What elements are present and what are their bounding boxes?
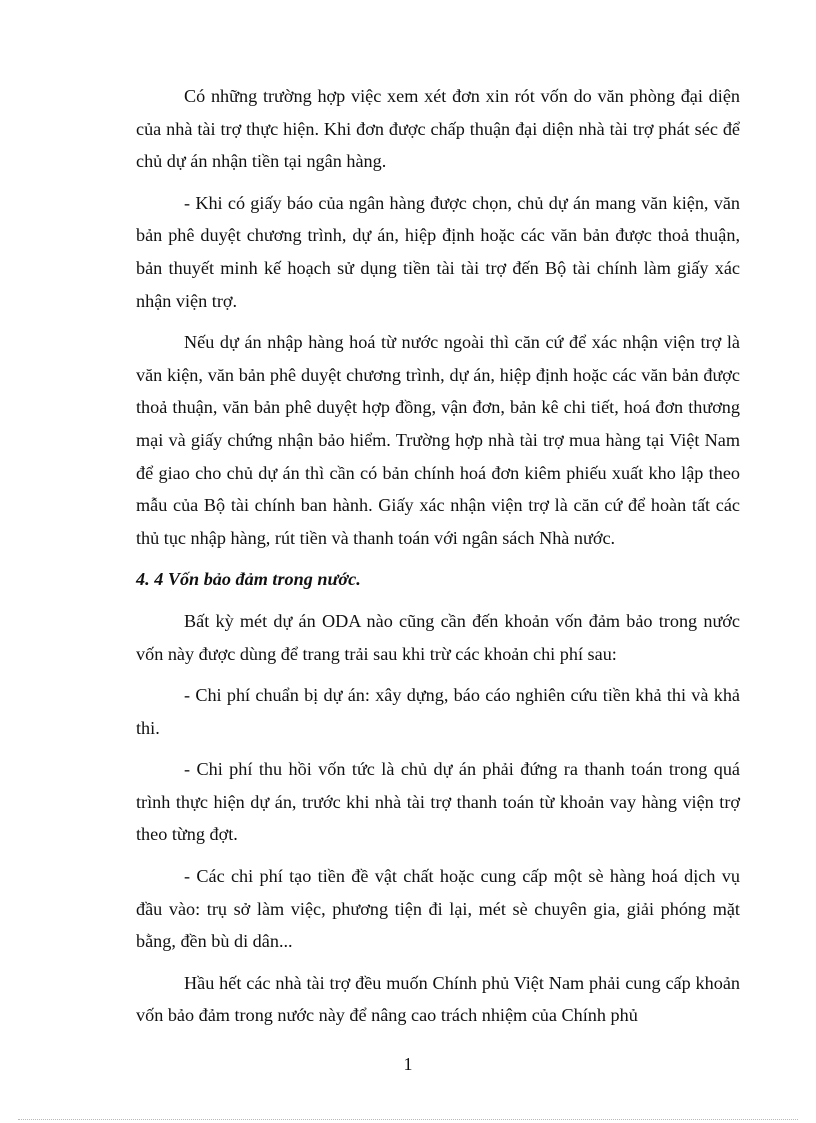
paragraph-bank-notice: - Khi có giấy báo của ngân hàng được chọn, chủ dự án mang văn kiện, văn bản phê duyệt chương trình, dự án, hiệp định hoặc các văn bản được thoả thuận, bản thuyết minh kế hoạch sử dụng tiền tài tài trợ đến Bộ tài chính làm giấy xác nhận viện trợ. (136, 192, 740, 311)
paragraph-material-cost: - Các chi phí tạo tiền đề vật chất hoặc cung cấp một sè hàng hoá dịch vụ đầu vào: trụ sở làm việc, phương tiện đi lại, mét sè chuyên gia, giải phóng mặt bằng, đền bù di dân... (136, 866, 740, 952)
paragraph-recovery-cost: - Chi phí thu hồi vốn tức là chủ dự án phải đứng ra thanh toán trong quá trình thực hiện dự án, trước khi nhà tài trợ thanh toán từ khoản vay hàng viện trợ theo từng đợt. (136, 759, 740, 845)
paragraph-domestic-capital: Bất kỳ mét dự án ODA nào cũng cần đến khoản vốn đảm bảo trong nước vốn này được dùng để trang trải sau khi trừ các khoản chi phí sau: (136, 610, 740, 664)
footer-divider (18, 1119, 798, 1120)
section-heading: 4. 4 Vốn bảo đảm trong nước. (136, 569, 361, 590)
paragraph-disbursement-review: Có những trường hợp việc xem xét đơn xin rót vốn do văn phòng đại diện của nhà tài trợ thực hiện. Khi đơn được chấp thuận đại diện nhà tài trợ phát séc để chủ dự án nhận tiền tại ngân hàng. (136, 86, 740, 172)
paragraph-preparation-cost: - Chi phí chuẩn bị dự án: xây dựng, báo cáo nghiên cứu tiền khả thi và khả thi. (136, 685, 740, 738)
page-number: 1 (403, 1054, 413, 1074)
paragraph-import-goods: Nếu dự án nhập hàng hoá từ nước ngoài thì căn cứ để xác nhận viện trợ là văn kiện, văn bản phê duyệt chương trình, dự án, hiệp định hoặc các văn bản được thoả thuận, văn bản phê duyệt hợp đồng, vận đơn, bản kê chi tiết, hoá đơn thương mại và giấy chứng nhận bảo hiểm. Trường hợp nhà tài trợ mua hàng tại Việt Nam để giao cho chủ dự án thì cần có bản chính hoá đơn kiêm phiếu xuất kho lập theo mẫu của Bộ tài chính ban hành. Giấy xác nhận viện trợ là căn cứ để hoàn tất các thủ tục nhập hàng, rút tiền và thanh toán với ngân sách Nhà nước. (136, 332, 740, 548)
paragraph-donor-requirement: Hầu hết các nhà tài trợ đều muốn Chính phủ Việt Nam phải cung cấp khoản vốn bảo đảm trong nước này để nâng cao trách nhiệm của Chính phủ (136, 972, 740, 1026)
body-text (136, 80, 740, 1032)
